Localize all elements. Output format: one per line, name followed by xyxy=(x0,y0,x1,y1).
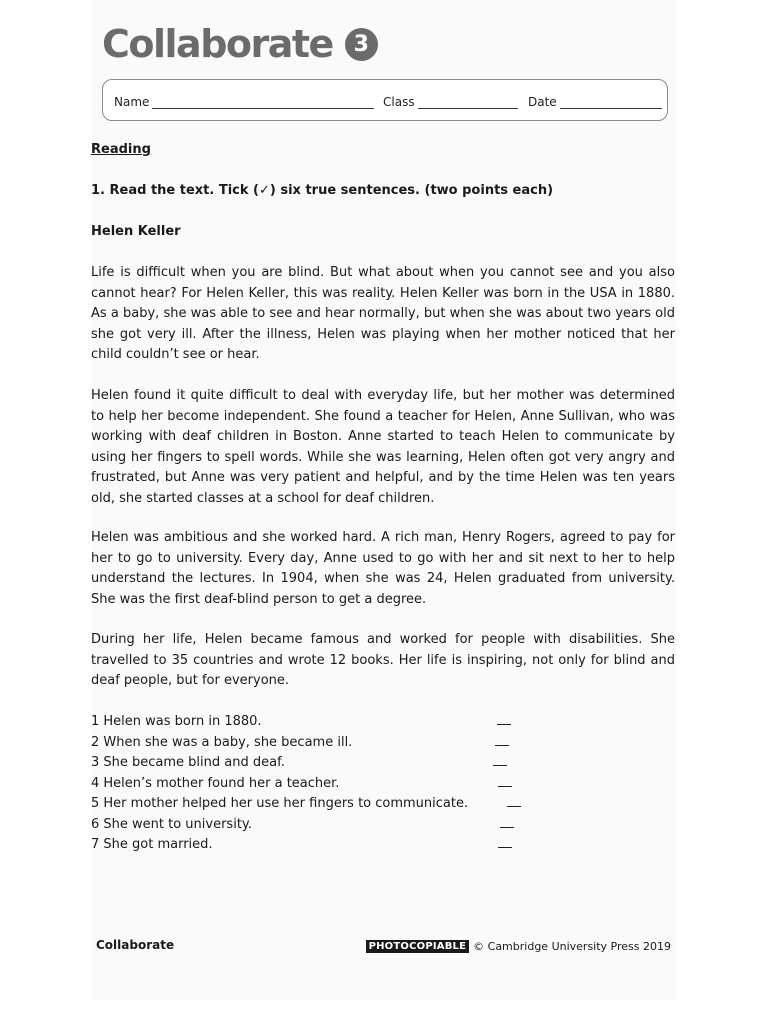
class-line[interactable] xyxy=(418,96,518,109)
tick-blank[interactable] xyxy=(498,843,512,848)
task-instruction: 1. Read the text. Tick (✓) six true sentences. (two points each) xyxy=(91,183,554,198)
logo-wordmark: Collaborate xyxy=(102,22,333,66)
statement-text: 3 She became blind and deaf. xyxy=(91,755,285,770)
statement-text: 2 When she was a baby, she became ill. xyxy=(91,734,353,750)
collaborate-logo xyxy=(102,22,378,66)
statement-item xyxy=(91,712,551,733)
date-field[interactable] xyxy=(528,95,662,109)
footer-brand: Collaborate xyxy=(96,938,175,952)
class-field[interactable] xyxy=(383,95,518,109)
date-line[interactable] xyxy=(560,96,662,109)
article-title: Helen Keller xyxy=(91,224,181,239)
paragraph-1: Life is difficult when you are blind. But what about when you cannot see and you also cannot hear? For Helen Keller, this was reality. Helen Keller was born in the USA in 1880. As a baby, she was able to see and hear normally, but when she was about two years old she got very ill. After the illness, Helen was playing when her mother noticed that her child couldn’t see or hear. xyxy=(91,265,675,362)
date-label: Date xyxy=(528,95,557,109)
tick-blank[interactable] xyxy=(497,720,511,725)
tick-blank[interactable] xyxy=(495,741,509,746)
class-label: Class xyxy=(383,95,415,109)
statement-item xyxy=(91,753,551,774)
paragraph-4: During her life, Helen became famous and worked for people with disabilities. She travelled to 35 countries and wrote 12 books. Her life is inspiring, not only for blind and deaf people, but for everyone. xyxy=(91,632,675,688)
name-field[interactable] xyxy=(114,95,374,109)
paragraph-2: Helen found it quite difficult to deal with everyday life, but her mother was determined to help her become independent. She found a teacher for Helen, Anne Sullivan, who was working with deaf children in Boston. Anne started to teach Helen to communicate by using her fingers to spell words. While she was learning, Helen often got very angry and frustrated, but Anne was very patient and helpful, and by the time Helen was ten years old, she started classes at a school for deaf children. xyxy=(91,388,675,506)
name-label: Name xyxy=(114,95,150,109)
copyright-text: © Cambridge University Press 2019 xyxy=(473,940,671,953)
statement-item xyxy=(91,774,551,795)
statement-item xyxy=(91,815,551,836)
tick-blank[interactable] xyxy=(498,782,512,787)
statement-list xyxy=(91,712,551,856)
student-info-box xyxy=(102,79,668,121)
statement-text: 6 She went to university. xyxy=(91,816,252,832)
level-badge: 3 xyxy=(345,28,378,61)
tick-blank[interactable] xyxy=(493,761,507,766)
tick-blank[interactable] xyxy=(507,802,521,807)
section-title: Reading xyxy=(91,142,151,157)
footer-copyright xyxy=(366,940,671,953)
paragraph-3: Helen was ambitious and she worked hard. A rich man, Henry Rogers, agreed to pay for her to go to university. Every day, Anne used to go with her and sit next to her to help understand the lectures. In 1904, when she was 24, Helen graduated from university. She was the first deaf-blind person to get a degree. xyxy=(91,530,675,607)
statement-text: 4 Helen’s mother found her a teacher. xyxy=(91,775,340,791)
statement-text: 1 Helen was born in 1880. xyxy=(91,714,262,729)
photocopiable-badge: PHOTOCOPIABLE xyxy=(366,940,470,953)
name-line[interactable] xyxy=(152,96,374,109)
statement-item xyxy=(91,835,551,856)
tick-blank[interactable] xyxy=(500,823,514,828)
statement-text: 7 She got married. xyxy=(91,837,213,852)
statement-text: 5 Her mother helped her use her fingers to communicate. xyxy=(91,796,469,811)
statement-item xyxy=(91,794,551,815)
statement-item xyxy=(91,733,551,754)
